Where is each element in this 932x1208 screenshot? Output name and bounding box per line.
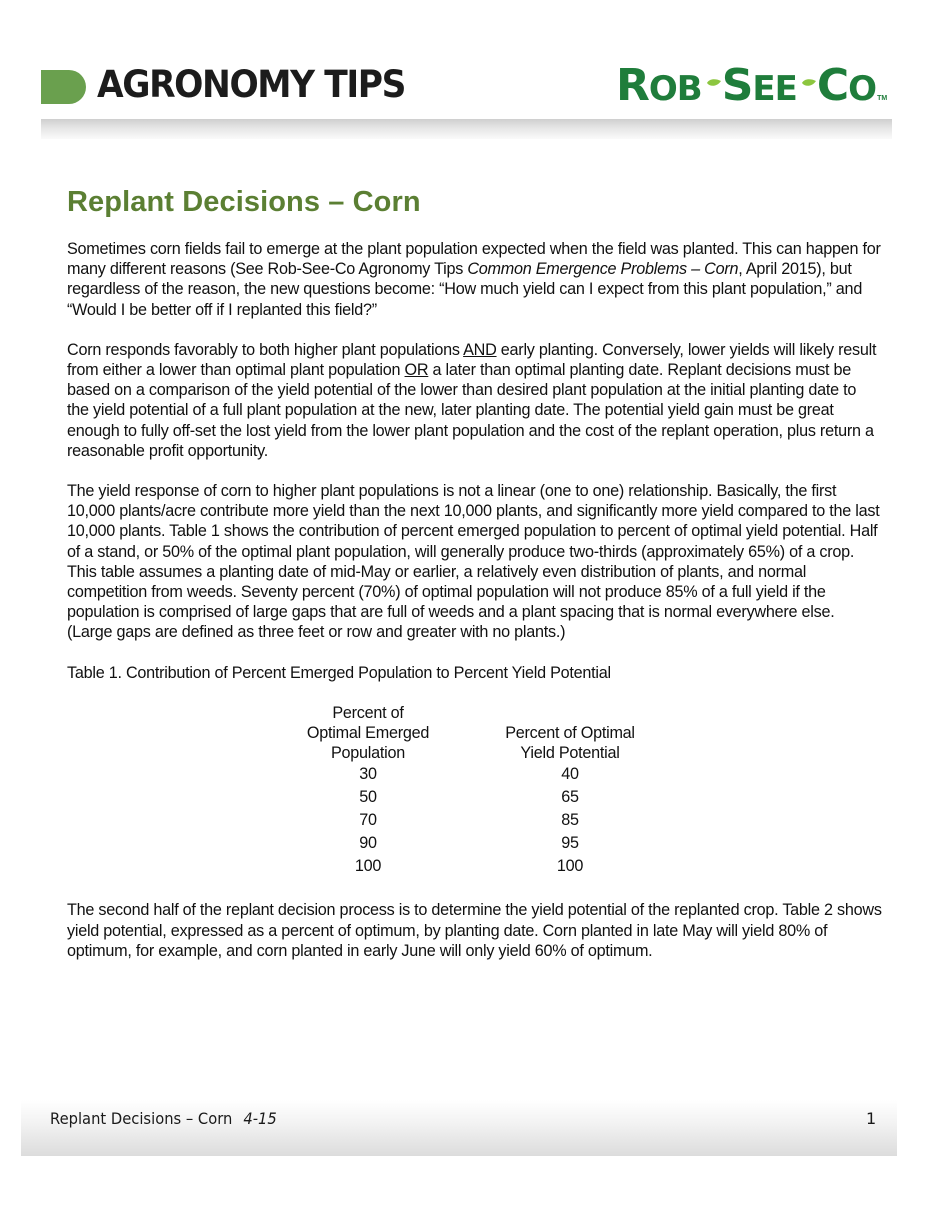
logo-part-see (722, 60, 797, 111)
table1 (291, 703, 695, 879)
header-line: Optimal Emerged (306, 724, 430, 743)
table-row (291, 763, 695, 786)
table-cell: 50 (359, 788, 377, 807)
table-cell: 100 (354, 857, 382, 876)
table1-header-row (291, 703, 695, 764)
table-cell: 100 (556, 857, 584, 876)
paragraph-text: , April 2015), but regardless of the reason, the new questions become: “How much yield can I expect from this plant population,” and “Would I be better off if I replanted this field?” (67, 260, 863, 319)
table-cell: 95 (561, 834, 579, 853)
page-number: 1 (866, 1109, 877, 1128)
logo-part-co (817, 60, 876, 111)
table1-header-yield-potential (445, 703, 695, 764)
referenced-publication-title: Common Emergence Problems – Corn (467, 260, 739, 279)
table1-header-emerged-population (291, 703, 445, 764)
paragraph-intro (67, 239, 882, 320)
paragraph-population-planting (67, 340, 882, 461)
header-line: Population (330, 744, 405, 763)
header-line: Percent of (332, 703, 404, 722)
header-line: Yield Potential (520, 744, 620, 763)
table-cell: 70 (359, 811, 377, 830)
page-header (0, 0, 932, 145)
logo-part-rob (616, 60, 702, 111)
table-row (291, 855, 695, 878)
header-accent-tab (41, 70, 86, 104)
emphasis-and: AND (463, 340, 497, 359)
document-body (67, 186, 882, 981)
footer-doc-name: Replant Decisions – Corn (50, 1109, 233, 1128)
document-title: Replant Decisions – Corn (67, 186, 421, 218)
leaf-icon (798, 78, 816, 88)
header-gradient-bar (41, 119, 892, 139)
paragraph-yield-response: The yield response of corn to higher plant populations is not a linear (one to one) relationship. Basically, the first 10,000 plants/acre contribute more yield than the next 10,000 plants, and significantly more yield compared to the last 10,000 plants. Table 1 shows the contribution of percent emerged population to percent of optimal yield potential. Half of a stand, or 50% of the optimal plant population, will generally produce two-thirds (approximately 65%) of a crop. This table assumes a planting date of mid-May or earlier, a relatively even distribution of plants, and normal competition from weeds. Seventy percent (70%) of optimal population will not produce 85% of a full yield if the population is comprised of large gaps that are full of weeds and a plant spacing that is normal everywhere else. (Large gaps are defined as three feet or row and greater with no plants.) (67, 482, 880, 642)
paragraph-text: early planting. Conversely, lower yields will likely result from either a lower than optimal plant population (67, 340, 877, 380)
section-title: AGRONOMY TIPS (97, 63, 405, 106)
logo-text-see: SEE (721, 60, 797, 111)
table-cell: 90 (359, 834, 377, 853)
table-cell: 85 (561, 811, 579, 830)
brand-logo (616, 60, 887, 112)
table1-caption: Table 1. Contribution of Percent Emerged Population to Percent Yield Potential (67, 663, 611, 682)
header-line: Percent of Optimal (505, 724, 635, 743)
paragraph-replanted-yield: The second half of the replant decision process is to determine the yield potential of the replanted crop. Table 2 shows yield potential, expressed as a percent of optimum, by planting date. Corn planted in late May will yield 80% of optimum, for example, and corn planted in early June will only yield 60% of optimum. (67, 901, 882, 960)
paragraph-text: Sometimes corn fields fail to emerge at the plant population expected when the field was planted. This can happen for many different reasons (See Rob-See-Co Agronomy Tips (67, 240, 881, 279)
table-row (291, 786, 695, 809)
logo-text-co: CO (816, 60, 877, 111)
paragraph-text: a later than optimal planting date. Replant decisions must be based on a comparison of the yield potential of the lower than desired plant population at the initial planting date to the yield potential of a full plant population at the new, later planting date. The potential yield gain must be great enough to fully off-set the lost yield from the lower plant population and the cost of the replant operation, plus return a reasonable profit opportunity. (67, 361, 874, 460)
emphasis-or: OR (404, 361, 429, 380)
trademark-mark: TM (877, 95, 888, 102)
leaf-icon (703, 78, 721, 88)
paragraph-text: Corn responds favorably to both higher plant populations (67, 340, 464, 359)
table-cell: 30 (359, 765, 377, 784)
table-cell: 40 (561, 765, 579, 784)
footer-document-label (50, 1109, 277, 1128)
logo-text-rob: ROB (616, 60, 702, 111)
table-row (291, 809, 695, 832)
table-row (291, 832, 695, 855)
footer-date-code: 4-15 (243, 1109, 277, 1128)
table-cell: 65 (561, 788, 579, 807)
